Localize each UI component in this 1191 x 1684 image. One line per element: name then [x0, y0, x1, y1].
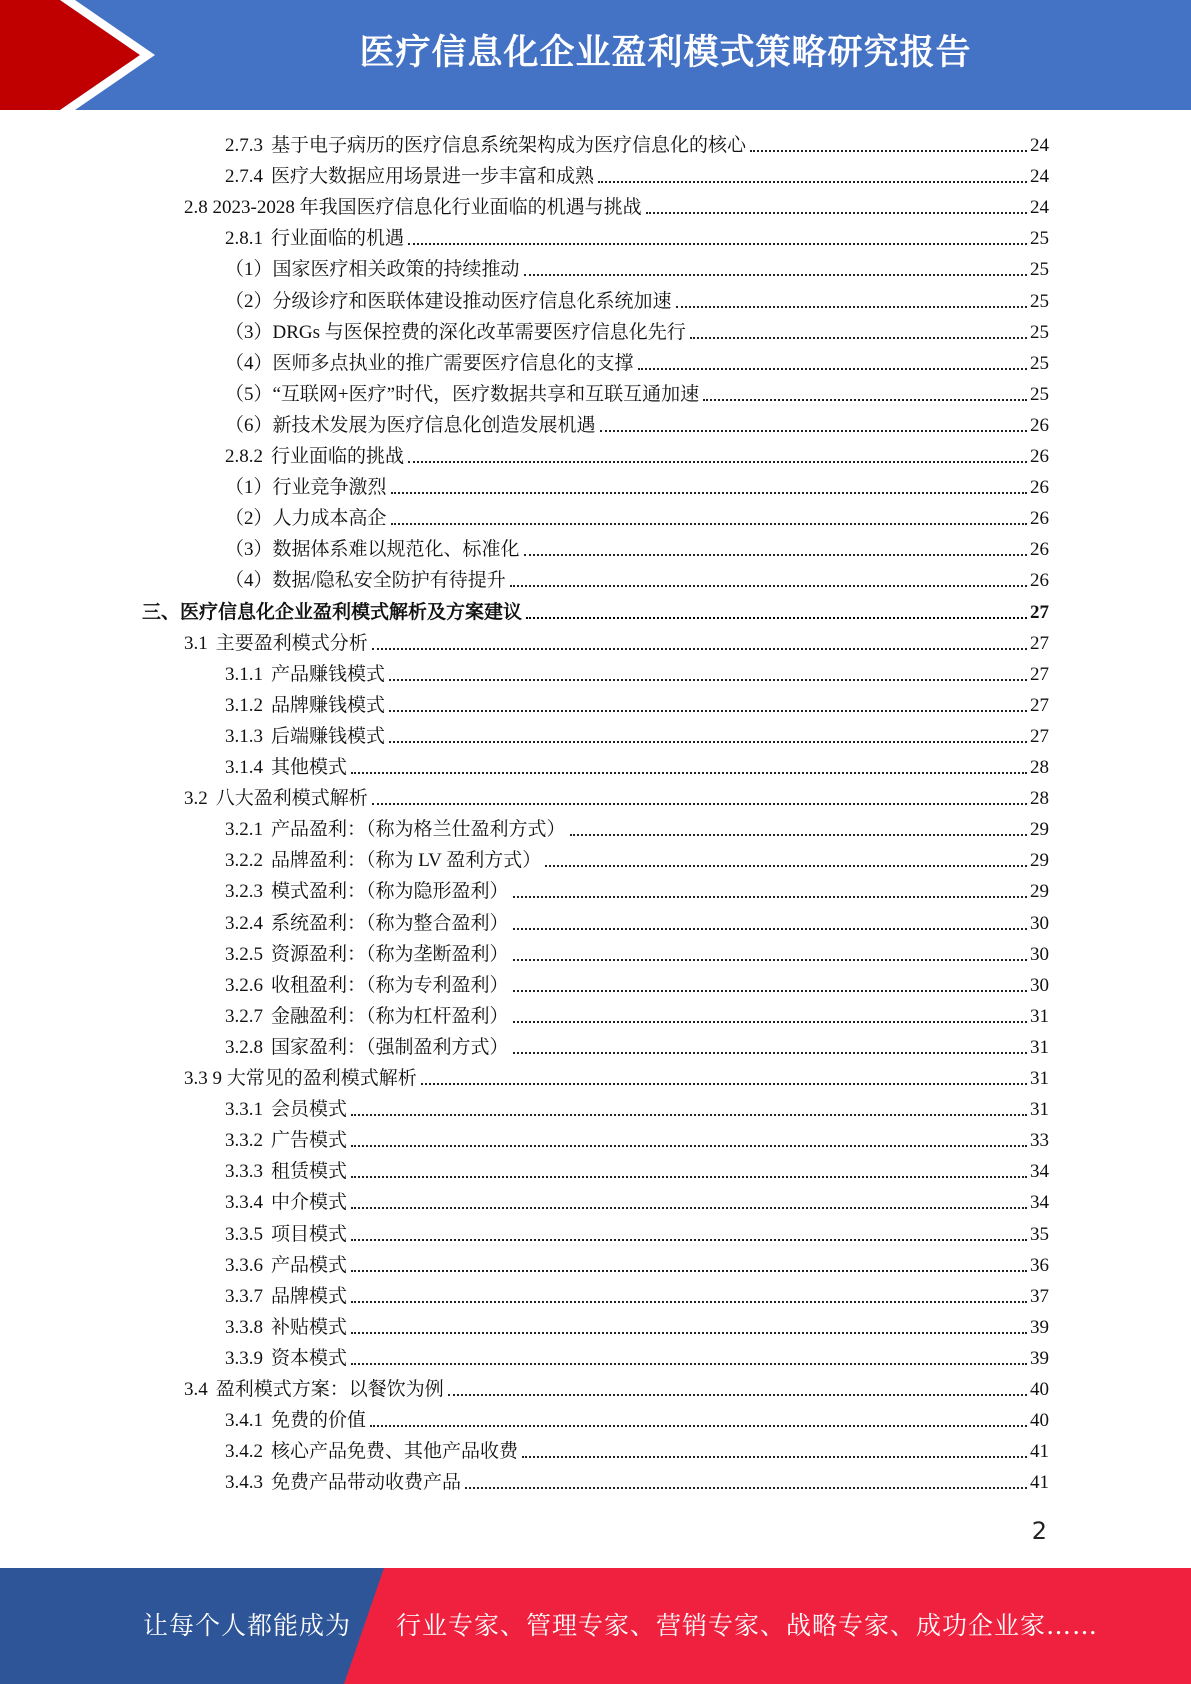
toc-entry-label: 会员模式 — [271, 1099, 348, 1121]
toc-entry-number: 3.3.5 — [225, 1223, 263, 1245]
toc-entry-title — [225, 880, 509, 904]
toc-entry-page: 39 — [1030, 1316, 1049, 1338]
toc-entry-number: 3.1.3 — [225, 725, 263, 747]
toc-entry-title — [225, 1098, 347, 1122]
toc-entry-page: 25 — [1030, 383, 1049, 405]
page-footer — [0, 1568, 1191, 1684]
toc-entry-title — [225, 1223, 347, 1247]
toc-entry-title — [225, 1129, 347, 1153]
toc-entry-label: 项目模式 — [271, 1223, 348, 1245]
toc-entry-label: 品牌赚钱模式 — [271, 694, 386, 716]
toc-leader-dots — [351, 1362, 1027, 1365]
toc-entry-page: 26 — [1030, 446, 1049, 467]
toc-entry-label: 收租盈利：（称为专利盈利） — [271, 974, 509, 996]
toc-entry[interactable] — [225, 1216, 1049, 1247]
toc-leader-dots — [448, 1393, 1027, 1396]
toc-entry-number: 3.2 — [184, 788, 208, 810]
toc-entry[interactable] — [225, 873, 1049, 904]
toc-entry-label: 金融盈利：（称为杠杆盈利） — [271, 1005, 509, 1027]
toc-entry-title — [225, 725, 385, 749]
toc-leader-dots — [676, 305, 1027, 308]
toc-entry-page: 27 — [1030, 725, 1049, 747]
toc-entry-page: 26 — [1030, 508, 1049, 530]
toc-entry[interactable] — [225, 842, 1049, 873]
toc-entry-number: 3.2.4 — [225, 912, 263, 934]
toc-entry-page: 25 — [1030, 290, 1049, 312]
toc-entry[interactable] — [184, 1371, 1049, 1402]
toc-entry-label: 核心产品免费、其他产品收费 — [271, 1441, 519, 1463]
toc-entry-page: 24 — [1030, 197, 1049, 219]
toc-entry[interactable] — [225, 656, 1049, 687]
toc-entry-number: 3.2.8 — [225, 1036, 263, 1058]
toc-leader-dots — [408, 460, 1027, 463]
footer-slogan-right: 行业专家、管理专家、营销专家、战略专家、成功企业家…… — [396, 1611, 1099, 1640]
toc-entry-page: 40 — [1030, 1410, 1049, 1432]
toc-entry-label: （4）数据/隐私安全防护有待提升 — [225, 570, 506, 592]
toc-entry-title — [184, 632, 368, 656]
toc-entry-title — [225, 1036, 509, 1060]
toc-entry[interactable] — [225, 1029, 1049, 1060]
toc-entry-number: 3.1.4 — [225, 757, 263, 778]
toc-entry-label: （2）分级诊疗和医联体建设推动医疗信息化系统加速 — [225, 290, 672, 312]
toc-leader-dots — [391, 491, 1027, 494]
toc-leader-dots — [370, 1424, 1027, 1427]
toc-entry-number: 3.2.1 — [225, 819, 263, 841]
toc-entry[interactable] — [225, 811, 1049, 842]
toc-leader-dots — [513, 1051, 1027, 1054]
toc-leader-dots — [513, 927, 1027, 930]
toc-entry-title — [184, 1378, 444, 1402]
toc-entry[interactable] — [225, 562, 1049, 593]
toc-entry-title — [225, 943, 509, 967]
toc-entry-label: 租赁模式 — [271, 1161, 348, 1183]
toc-entry[interactable] — [225, 936, 1049, 967]
toc-entry-title — [225, 1191, 347, 1215]
toc-entry-title — [225, 1160, 347, 1184]
toc-entry-title — [225, 912, 509, 936]
toc-entry-page: 41 — [1030, 1472, 1049, 1494]
toc-entry-page: 37 — [1030, 1285, 1049, 1307]
toc-entry-page: 29 — [1030, 881, 1049, 903]
toc-leader-dots — [690, 336, 1027, 339]
chevron-arrow-icon — [0, 0, 160, 110]
toc-entry-label: 三、医疗信息化企业盈利模式解析及方案建议 — [142, 601, 523, 623]
toc-entry-page: 30 — [1030, 974, 1049, 996]
toc-entry[interactable] — [225, 283, 1049, 314]
toc-entry-number: 3.3.9 — [225, 1347, 263, 1369]
toc-leader-dots — [638, 367, 1027, 370]
toc-leader-dots — [372, 647, 1027, 650]
toc-leader-dots — [513, 1020, 1027, 1023]
toc-entry-label: 系统盈利：（称为整合盈利） — [271, 912, 509, 934]
toc-leader-dots — [389, 709, 1027, 712]
toc-entry-label: 免费产品带动收费产品 — [271, 1472, 462, 1494]
toc-entry[interactable] — [225, 127, 1049, 158]
toc-entry-number: 3.4.3 — [225, 1472, 263, 1494]
toc-leader-dots — [598, 180, 1027, 183]
toc-entry-label: 产品赚钱模式 — [271, 663, 386, 685]
toc-entry[interactable] — [225, 1402, 1049, 1433]
toc-leader-dots — [600, 429, 1027, 432]
toc-entry-label: （4）医师多点执业的推广需要医疗信息化的支撑 — [225, 352, 634, 374]
toc-entry-page: 39 — [1030, 1347, 1049, 1369]
toc-entry[interactable] — [225, 687, 1049, 718]
toc-entry-number: 3.3.6 — [225, 1254, 263, 1276]
toc-entry-number: 3.2.5 — [225, 943, 263, 965]
toc-entry-title — [225, 974, 509, 998]
toc-entry-number: 2.8.2 — [225, 446, 263, 467]
toc-entry[interactable] — [225, 158, 1049, 189]
toc-entry-label: 补贴模式 — [271, 1316, 348, 1338]
toc-entry-label: 行业面临的机遇 — [271, 228, 405, 250]
toc-entry-label: （1）国家医疗相关政策的持续推动 — [225, 259, 520, 281]
toc-entry-title — [225, 321, 686, 345]
toc-entry-page: 26 — [1030, 477, 1049, 499]
toc-entry-title — [142, 601, 522, 625]
toc-entry-number: 3.2.3 — [225, 881, 263, 903]
toc-entry-page: 34 — [1030, 1192, 1049, 1214]
toc-entry-page: 30 — [1030, 943, 1049, 965]
toc-entry-title — [225, 569, 506, 593]
toc-entry[interactable] — [225, 220, 1049, 251]
toc-entry-label: 后端赚钱模式 — [271, 725, 386, 747]
toc-entry-label: 资本模式 — [271, 1347, 348, 1369]
toc-entry[interactable] — [225, 967, 1049, 998]
toc-entry-page: 33 — [1030, 1130, 1049, 1152]
toc-entry-page: 31 — [1030, 1068, 1049, 1089]
toc-entry-number: 3.3.1 — [225, 1099, 263, 1121]
toc-entry[interactable] — [225, 1464, 1049, 1495]
toc-entry[interactable] — [225, 469, 1049, 500]
toc-entry-number: 3.2.2 — [225, 850, 263, 872]
toc-entry-label: （1）行业竞争激烈 — [225, 477, 387, 499]
toc-entry-title — [225, 134, 746, 158]
toc-leader-dots — [351, 1206, 1027, 1209]
toc-entry-number: 3.1.1 — [225, 663, 263, 685]
toc-entry-page: 27 — [1030, 694, 1049, 716]
toc-entry[interactable] — [225, 749, 1049, 780]
toc-entry-title — [225, 663, 385, 687]
toc-entry-page: 28 — [1030, 788, 1049, 810]
toc-entry-label: 3.3 9 大常见的盈利模式解析 — [184, 1068, 417, 1089]
toc-entry[interactable] — [225, 1340, 1049, 1371]
toc-entry-title — [225, 1471, 461, 1495]
toc-entry[interactable] — [142, 594, 1049, 625]
toc-entry-label: 中介模式 — [271, 1192, 348, 1214]
page-header — [0, 0, 1191, 110]
toc-entry[interactable] — [225, 438, 1049, 469]
toc-entry-title — [225, 258, 520, 282]
toc-entry[interactable] — [225, 1278, 1049, 1309]
toc-entry-page: 26 — [1030, 414, 1049, 436]
toc-entry-title — [225, 1440, 518, 1464]
toc-entry[interactable] — [225, 1309, 1049, 1340]
toc-leader-dots — [351, 1175, 1027, 1178]
toc-leader-dots — [545, 864, 1027, 867]
toc-entry-title — [184, 787, 368, 811]
toc-entry[interactable] — [184, 625, 1049, 656]
toc-entry-label: 产品盈利：（称为格兰仕盈利方式） — [271, 819, 566, 841]
toc-leader-dots — [351, 771, 1027, 774]
toc-entry-number: 3.2.6 — [225, 974, 263, 996]
toc-leader-dots — [351, 1331, 1027, 1334]
toc-entry-page: 26 — [1030, 570, 1049, 592]
toc-entry-page: 29 — [1030, 850, 1049, 872]
footer-slogan-left: 让每个人都能成为 — [143, 1611, 352, 1640]
toc-entry-label: 广告模式 — [271, 1130, 348, 1152]
toc-entry-page: 25 — [1030, 259, 1049, 281]
toc-entry-label: 主要盈利模式分析 — [215, 632, 368, 654]
toc-entry-page: 41 — [1030, 1441, 1049, 1463]
toc-entry-page: 27 — [1030, 632, 1049, 654]
toc-leader-dots — [510, 584, 1027, 587]
toc-entry[interactable] — [225, 998, 1049, 1029]
toc-entry-label: （3）数据体系难以规范化、标准化 — [225, 539, 520, 561]
toc-entry-number: 3.4.1 — [225, 1410, 263, 1432]
toc-entry-title — [225, 538, 520, 562]
toc-entry-label: （5）“互联网+医疗”时代，医疗数据共享和互联互通加速 — [225, 383, 700, 405]
toc-entry-page: 29 — [1030, 819, 1049, 841]
toc-leader-dots — [389, 740, 1027, 743]
toc-entry-page: 28 — [1030, 757, 1049, 778]
report-title: 医疗信息化企业盈利模式策略研究报告 — [359, 33, 972, 73]
toc-entry-number: 3.4 — [184, 1379, 208, 1400]
toc-entry-page: 31 — [1030, 1099, 1049, 1121]
toc-entry-number: 3.3.4 — [225, 1192, 263, 1214]
toc-entry-number: 3.3.8 — [225, 1316, 263, 1338]
toc-entry[interactable] — [225, 1091, 1049, 1122]
toc-entry-label: 医疗大数据应用场景进一步丰富和成熟 — [271, 166, 595, 188]
toc-entry-label: 国家盈利：（强制盈利方式） — [271, 1036, 509, 1058]
toc-entry[interactable] — [225, 251, 1049, 282]
toc-entry[interactable] — [225, 345, 1049, 376]
toc-entry-title — [225, 756, 347, 780]
toc-entry-page: 25 — [1030, 228, 1049, 250]
toc-entry-title — [225, 290, 672, 314]
toc-entry[interactable] — [184, 189, 1049, 220]
toc-entry-label: 盈利模式方案：以餐饮为例 — [215, 1379, 444, 1400]
toc-entry-page: 31 — [1030, 1036, 1049, 1058]
toc-entry-label: 模式盈利：（称为隐形盈利） — [271, 881, 509, 903]
toc-entry-title — [225, 352, 634, 376]
toc-entry-number: 2.8.1 — [225, 228, 263, 250]
toc-entry-page: 26 — [1030, 539, 1049, 561]
toc-entry-page: 30 — [1030, 912, 1049, 934]
toc-entry[interactable] — [184, 780, 1049, 811]
toc-leader-dots — [513, 958, 1027, 961]
toc-entry-title — [225, 849, 541, 873]
toc-leader-dots — [408, 242, 1027, 245]
toc-entry-number: 2.7.4 — [225, 166, 263, 188]
toc-leader-dots — [351, 1144, 1027, 1147]
toc-entry-label: 行业面临的挑战 — [271, 446, 405, 467]
toc-entry-title — [225, 1409, 366, 1433]
toc-entry-title — [225, 476, 387, 500]
toc-leader-dots — [351, 1238, 1027, 1241]
toc-entry[interactable] — [225, 407, 1049, 438]
toc-entry-title — [225, 1347, 347, 1371]
toc-entry-number: 3.4.2 — [225, 1441, 263, 1463]
toc-entry[interactable] — [225, 500, 1049, 531]
toc-entry-page: 36 — [1030, 1254, 1049, 1276]
toc-entry[interactable] — [225, 1153, 1049, 1184]
toc-entry-title — [225, 165, 594, 189]
toc-entry-number: 3.1.2 — [225, 694, 263, 716]
toc-entry-title — [225, 818, 566, 842]
toc-leader-dots — [391, 522, 1027, 525]
toc-entry-title — [225, 1285, 347, 1309]
toc-entry-number: 3.3.7 — [225, 1285, 263, 1307]
toc-entry-page: 25 — [1030, 352, 1049, 374]
toc-entry-title — [225, 1316, 347, 1340]
toc-entry-number: 3.2.7 — [225, 1005, 263, 1027]
toc-entry-number: 3.3.2 — [225, 1130, 263, 1152]
toc-entry[interactable] — [225, 314, 1049, 345]
toc-entry[interactable] — [225, 1122, 1049, 1153]
toc-entry-title — [225, 1005, 509, 1029]
toc-entry-page: 25 — [1030, 321, 1049, 343]
toc-leader-dots — [524, 553, 1027, 556]
toc-entry[interactable] — [225, 905, 1049, 936]
toc-entry-number: 3.1 — [184, 632, 208, 654]
toc-entry[interactable] — [225, 1433, 1049, 1464]
toc-entry-page: 24 — [1030, 166, 1049, 188]
toc-entry-page: 34 — [1030, 1161, 1049, 1183]
toc-entry-page: 24 — [1030, 135, 1049, 156]
toc-entry-page: 27 — [1030, 601, 1049, 623]
toc-entry-page: 31 — [1030, 1005, 1049, 1027]
toc-entry-label: 基于电子病历的医疗信息系统架构成为医疗信息化的核心 — [271, 135, 747, 156]
toc-leader-dots — [465, 1486, 1027, 1489]
toc-leader-dots — [513, 989, 1027, 992]
toc-leader-dots — [372, 802, 1027, 805]
toc-leader-dots — [703, 398, 1027, 401]
toc-entry-title — [184, 196, 642, 220]
toc-entry-title — [225, 414, 596, 438]
toc-entry-label: 免费的价值 — [271, 1410, 367, 1432]
toc-entry-label: 资源盈利：（称为垄断盈利） — [271, 943, 509, 965]
toc-leader-dots — [351, 1269, 1027, 1272]
toc-leader-dots — [421, 1082, 1027, 1085]
toc-entry-page: 40 — [1030, 1379, 1049, 1400]
toc-entry-title — [225, 507, 387, 531]
toc-leader-dots — [351, 1300, 1027, 1303]
toc-entry-label: 品牌模式 — [271, 1285, 348, 1307]
toc-entry-title — [184, 1067, 417, 1091]
toc-entry-title — [225, 383, 699, 407]
toc-entry-label: 品牌盈利：（称为 LV 盈利方式） — [271, 850, 542, 872]
toc-entry-label: 2.8 2023-2028 年我国医疗信息化行业面临的机遇与挑战 — [184, 197, 642, 219]
toc-entry-title — [225, 694, 385, 718]
toc-entry-label: （2）人力成本高企 — [225, 508, 387, 530]
toc-leader-dots — [522, 1455, 1027, 1458]
toc-entry-title — [225, 1254, 347, 1278]
toc-leader-dots — [389, 678, 1027, 681]
toc-entry[interactable] — [225, 531, 1049, 562]
toc-entry[interactable] — [225, 376, 1049, 407]
toc-entry-label: 其他模式 — [271, 757, 348, 778]
toc-leader-dots — [526, 616, 1027, 619]
toc-entry-title — [225, 445, 404, 469]
toc-leader-dots — [513, 895, 1027, 898]
toc-entry-title — [225, 227, 404, 251]
toc-entry-page: 27 — [1030, 663, 1049, 685]
toc-entry-label: （6）新技术发展为医疗信息化创造发展机遇 — [225, 414, 596, 436]
toc-entry[interactable] — [225, 1184, 1049, 1215]
toc-entry[interactable] — [225, 1247, 1049, 1278]
toc-entry-page: 35 — [1030, 1223, 1049, 1245]
toc-entry[interactable] — [225, 718, 1049, 749]
toc-leader-dots — [351, 1113, 1027, 1116]
toc-entry[interactable] — [184, 1060, 1049, 1091]
toc-entry-label: 八大盈利模式解析 — [215, 788, 368, 810]
toc-leader-dots — [570, 833, 1027, 836]
toc-entry-label: （3）DRGs 与医保控费的深化改革需要医疗信息化先行 — [225, 321, 686, 343]
toc-leader-dots — [750, 149, 1027, 152]
page-number: 2 — [1031, 1517, 1047, 1545]
toc-entry-number: 3.3.3 — [225, 1161, 263, 1183]
toc-entry-label: 产品模式 — [271, 1254, 348, 1276]
toc-leader-dots — [646, 211, 1027, 214]
toc-entry-number: 2.7.3 — [225, 135, 263, 156]
toc-leader-dots — [524, 273, 1027, 276]
